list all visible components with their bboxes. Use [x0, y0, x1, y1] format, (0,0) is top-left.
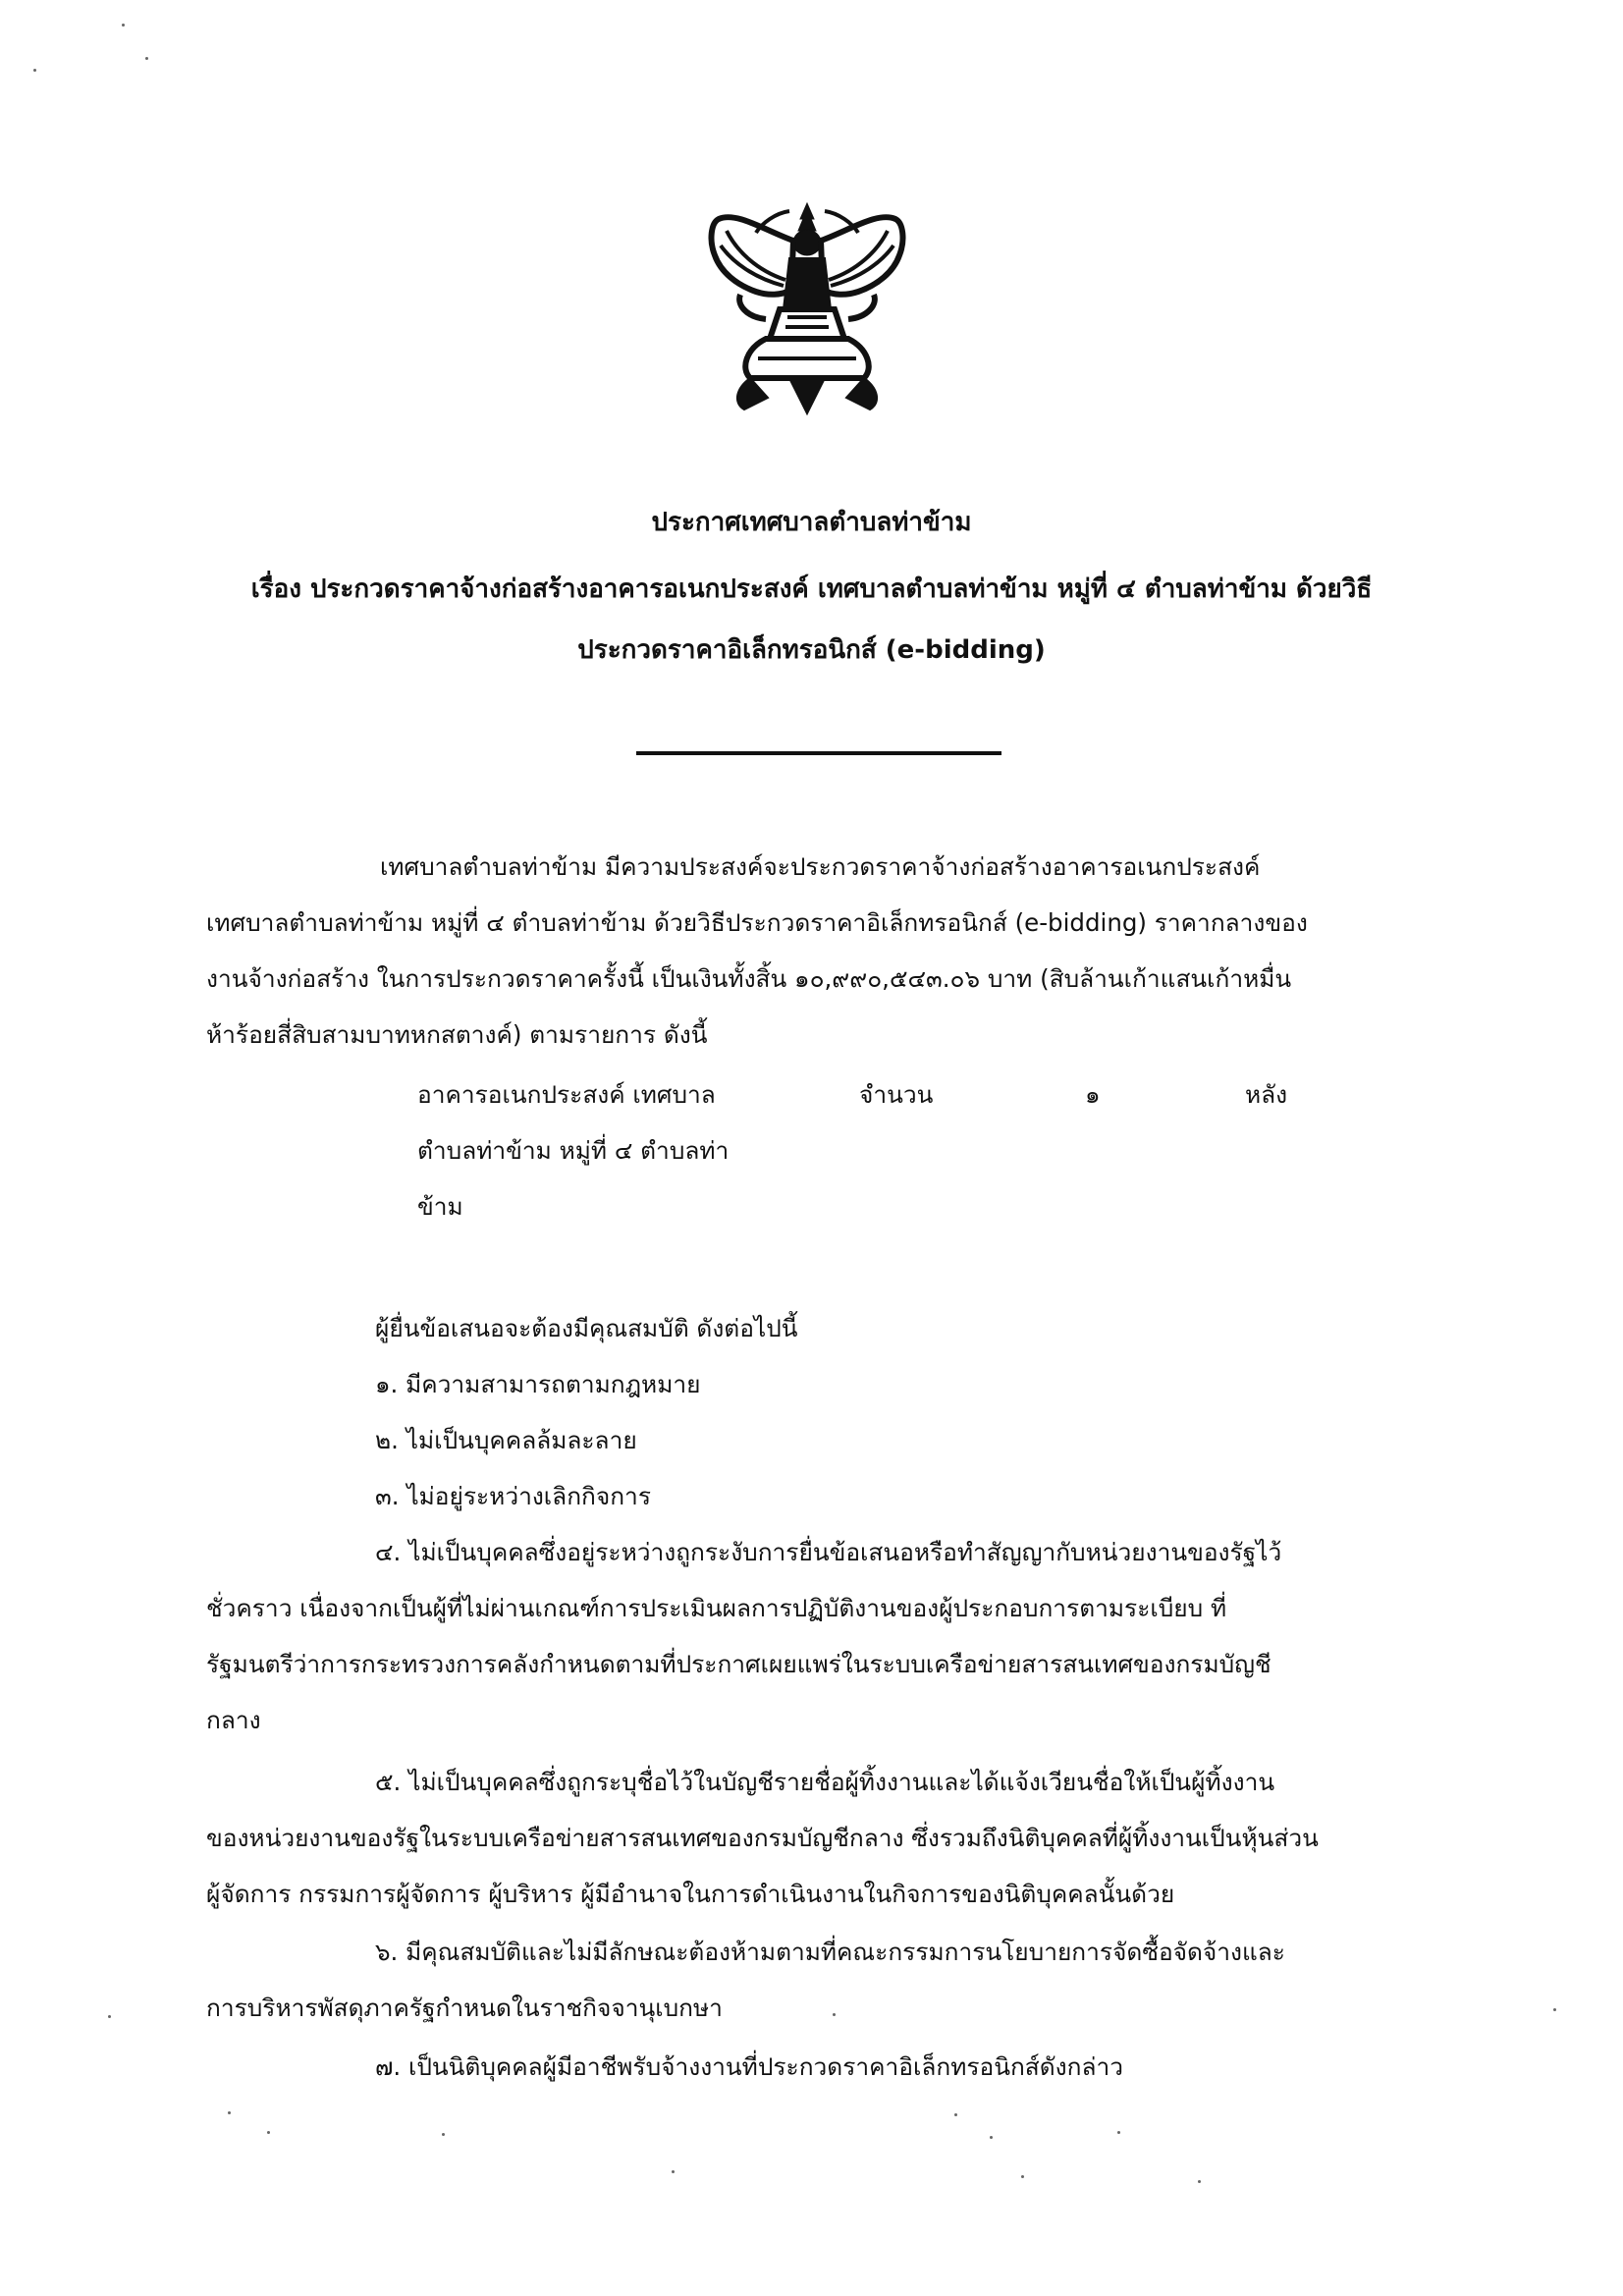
scan-speck — [228, 2111, 231, 2114]
scan-speck — [267, 2131, 270, 2134]
garuda-emblem-icon — [707, 201, 908, 417]
qualification-7: ๗. เป็นนิติบุคคลผู้มีอาชีพรับจ้างงานที่ประกวดราคาอิเล็กทรอนิกส์ดังกล่าว — [375, 2052, 1124, 2081]
qualification-5-line-1: ๕. ไม่เป็นบุคคลซึ่งถูกระบุชื่อไว้ในบัญชีรายชื่อผู้ทิ้งงานและได้แจ้งเวียนชื่อให้เป็นผู้ทิ้งงาน — [375, 1768, 1275, 1796]
announcement-subject-line-2: ประกวดราคาอิเล็กทรอนิกส์ (e-bidding) — [577, 635, 1046, 665]
item-quantity: ๑ — [1085, 1080, 1101, 1109]
scan-speck — [145, 57, 148, 60]
scan-speck — [108, 2015, 111, 2018]
qualification-4-line-1: ๔. ไม่เป็นบุคคลซึ่งอยู่ระหว่างถูกระงับการยื่นข้อเสนอหรือทำสัญญากับหน่วยงานของรัฐไว้ — [375, 1538, 1282, 1566]
scan-speck — [954, 2113, 957, 2116]
item-quantity-label: จำนวน — [859, 1080, 934, 1109]
qualification-5-line-2: ของหน่วยงานของรัฐในระบบเครือข่ายสารสนเทศของกรมบัญชีกลาง ซึ่งรวมถึงนิติบุคคลที่ผู้ทิ้งงานเป็นหุ้นส่วน — [206, 1824, 1319, 1852]
qualification-6-line-2: การบริหารพัสดุภาครัฐกำหนดในราชกิจจานุเบกษา — [206, 1994, 723, 2022]
qualification-6-line-1: ๖. มีคุณสมบัติและไม่มีลักษณะต้องห้ามตามที่คณะกรรมการนโยบายการจัดซื้อจัดจ้างและ — [375, 1938, 1285, 1966]
intro-line-2: เทศบาลตำบลท่าข้าม หมู่ที่ ๔ ตำบลท่าข้าม ด้วยวิธีประกวดราคาอิเล็กทรอนิกส์ (e-bidding) ราคากลางของ — [206, 908, 1308, 937]
qualification-4-line-3: รัฐมนตรีว่าการกระทรวงการคลังกำหนดตามที่ประกาศเผยแพร่ในระบบเครือข่ายสารสนเทศของกรมบัญชี — [206, 1650, 1271, 1678]
scan-speck — [442, 2133, 445, 2136]
announcement-subject-line-1: เรื่อง ประกวดราคาจ้างก่อสร้างอาคารอเนกประสงค์ เทศบาลตำบลท่าข้าม หมู่ที่ ๔ ตำบลท่าข้าม ด้วยวิธี — [250, 574, 1373, 604]
scan-speck — [833, 2013, 836, 2016]
intro-line-1: เทศบาลตำบลท่าข้าม มีความประสงค์จะประกวดราคาจ้างก่อสร้างอาคารอเนกประสงค์ — [380, 852, 1261, 881]
intro-line-3: งานจ้างก่อสร้าง ในการประกวดราคาครั้งนี้ เป็นเงินทั้งสิ้น ๑๐,๙๙๐,๕๔๓.๐๖ บาท (สิบล้านเก้าแสนเก้าหมื่น — [206, 964, 1292, 993]
qualification-1: ๑. มีความสามารถตามกฎหมาย — [375, 1370, 701, 1398]
qualification-4-line-2: ชั่วคราว เนื่องจากเป็นผู้ที่ไม่ผ่านเกณฑ์การประเมินผลการปฏิบัติงานของผู้ประกอบการตามระเบียบ ที่ — [206, 1594, 1227, 1622]
title-divider — [636, 751, 1001, 755]
scan-speck — [990, 2136, 993, 2139]
qualification-4-line-4: กลาง — [206, 1706, 261, 1734]
scan-speck — [1021, 2175, 1024, 2178]
announcement-title: ประกาศเทศบาลตำบลท่าข้าม — [651, 508, 972, 537]
scan-speck — [122, 24, 125, 27]
qualification-5-line-3: ผู้จัดการ กรรมการผู้จัดการ ผู้บริหาร ผู้มีอำนาจในการดำเนินงานในกิจการของนิติบุคคลนั้นด้วย — [206, 1880, 1175, 1908]
qualification-3: ๓. ไม่อยู่ระหว่างเลิกกิจการ — [375, 1482, 651, 1510]
item-name-line-3: ข้าม — [417, 1192, 463, 1221]
scan-speck — [33, 69, 36, 72]
intro-line-4: ห้าร้อยสี่สิบสามบาทหกสตางค์) ตามรายการ ดังนี้ — [206, 1020, 708, 1049]
item-name-line-1: อาคารอเนกประสงค์ เทศบาล — [417, 1080, 716, 1109]
scan-speck — [1553, 2008, 1556, 2011]
qualifications-intro: ผู้ยื่นข้อเสนอจะต้องมีคุณสมบัติ ดังต่อไปนี้ — [375, 1314, 798, 1342]
scan-speck — [672, 2170, 675, 2173]
item-name-line-2: ตำบลท่าข้าม หมู่ที่ ๔ ตำบลท่า — [417, 1136, 730, 1165]
item-unit: หลัง — [1245, 1080, 1288, 1109]
qualification-2: ๒. ไม่เป็นบุคคลล้มละลาย — [375, 1426, 637, 1454]
scan-speck — [1117, 2131, 1120, 2134]
scan-speck — [1198, 2180, 1201, 2183]
